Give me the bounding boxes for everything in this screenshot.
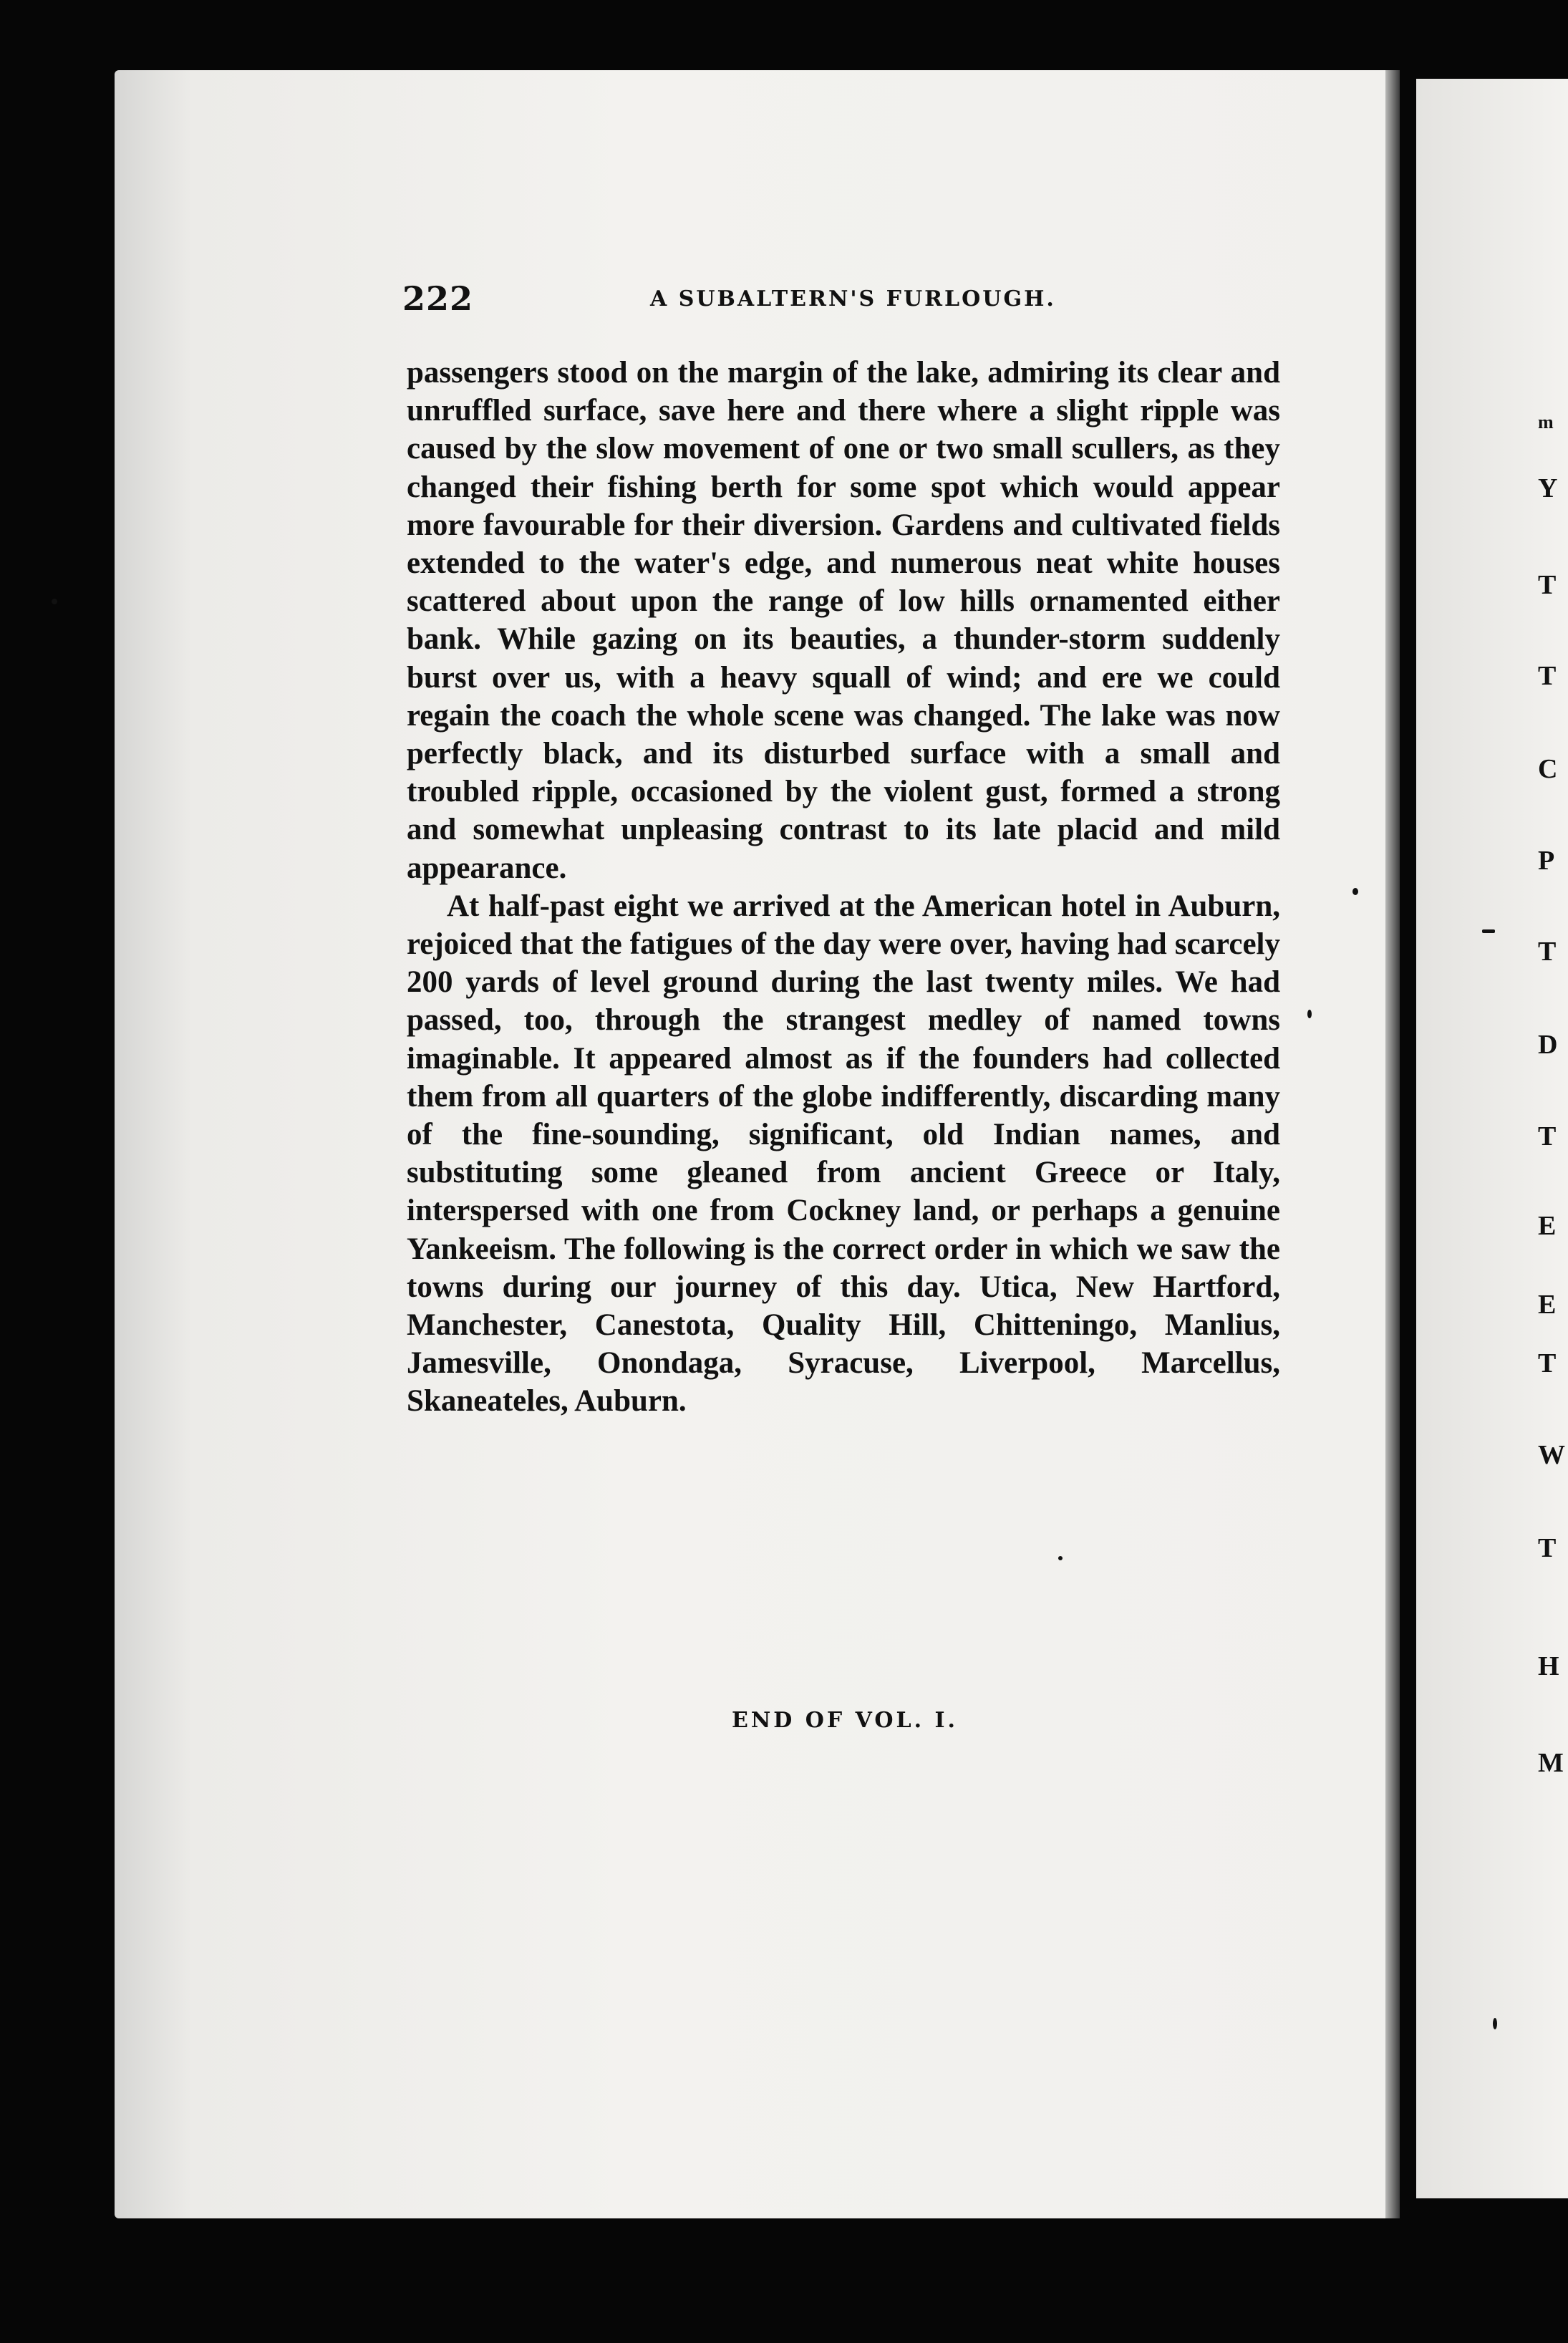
page-number: 222 xyxy=(402,279,474,318)
book-spine xyxy=(1385,70,1400,2218)
facing-page-fragment: E xyxy=(1538,1290,1557,1320)
body-text xyxy=(407,354,1280,1421)
scan-speck xyxy=(1058,1556,1063,1560)
scan-speck xyxy=(52,599,57,604)
facing-page-fragment: T xyxy=(1538,661,1557,691)
end-of-volume-mark: END OF VOL. I. xyxy=(732,1708,958,1733)
scan-speck xyxy=(1482,929,1495,933)
page-header xyxy=(402,279,1280,322)
facing-page-fragment: M xyxy=(1538,1748,1564,1778)
facing-page-fragment: T xyxy=(1538,1348,1557,1378)
paragraph: At half-past eight we arrived at the American hotel in Auburn, rejoiced that the fatigues of the day were over, having had scarcely 200 yards of level ground during the last twenty miles. We had passed, too, through the strangest medley of named towns imaginable. It appeared almost as if the founders had collected them from all quarters of the globe indifferently, discarding many of the fine-sounding, significant, old Indian names, and substituting some gleaned from ancient Greece or Italy, interspersed with one from Cockney land, or perhaps a genuine Yankeeism. The following is the correct order in which we saw the towns during our journey of this day. Utica, New Hartford, Manchester, Canestota, Quality Hill, Chitteningo, Manlius, Jamesville, Onondaga, Syracuse, Liverpool, Marcellus, Skaneateles, Auburn. xyxy=(407,889,1280,1419)
facing-page-fragment: m xyxy=(1538,412,1554,433)
facing-page-fragment: T xyxy=(1538,1121,1557,1151)
facing-page-fragment: W xyxy=(1538,1440,1565,1470)
scan-speck xyxy=(1352,888,1358,895)
facing-page-fragment: Y xyxy=(1538,473,1558,503)
facing-page-fragment: T xyxy=(1538,570,1557,600)
facing-page-fragment: T xyxy=(1538,1533,1557,1563)
scan-speck xyxy=(1307,1010,1312,1018)
scan-speck xyxy=(1493,2018,1497,2029)
paragraph: passengers stood on the margin of the lake, admiring its clear and unruffled surface, save here and there where a slight ripple was caused by the slow movement of one or two small scullers, as they changed their fishing berth for some spot which would appear more favourable for their diversion. Gardens and cultivated fields extended to the water's edge, and numerous neat white houses scattered about upon the range of low hills ornamented either bank. While gazing on its beauties, a thunder-storm suddenly burst over us, with a heavy squall of wind; and ere we could regain the coach the whole scene was changed. The lake was now perfectly black, and its disturbed surface with a small and troubled ripple, occasioned by the violent gust, formed a strong and somewhat unpleasing contrast to its late placid and mild appearance. xyxy=(407,356,1280,885)
facing-page-fragment: P xyxy=(1538,846,1555,876)
facing-page-fragment: H xyxy=(1538,1651,1559,1681)
facing-page-fragment: D xyxy=(1538,1030,1558,1060)
facing-page-fragment: C xyxy=(1538,754,1558,784)
facing-page-fragment: T xyxy=(1538,937,1557,967)
running-head: A SUBALTERN'S FURLOUGH. xyxy=(650,286,1056,311)
facing-page-fragment: E xyxy=(1538,1211,1557,1241)
